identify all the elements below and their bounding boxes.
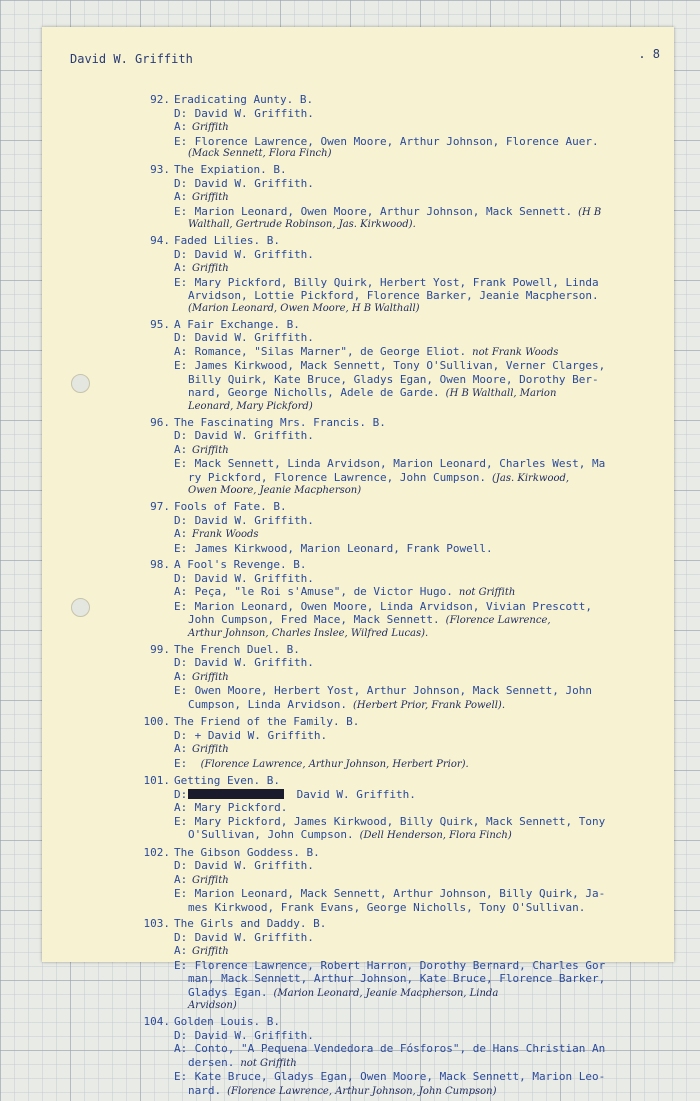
entry-title-line <box>140 93 650 107</box>
director-line <box>140 331 650 345</box>
director-line <box>140 429 650 443</box>
entry-title: A Fair Exchange. B. <box>174 317 300 331</box>
cast-list: Mary Pickford, James Kirkwood, Billy Quirk, Mack Sennett, Tony <box>188 814 606 828</box>
entry-title-line <box>140 917 650 931</box>
film-entry <box>140 917 650 1012</box>
author-line <box>140 190 650 205</box>
film-entry <box>140 774 650 843</box>
entry-number: 103. <box>143 917 170 930</box>
filmography-list <box>140 93 650 1101</box>
director-line <box>140 859 650 873</box>
director-line <box>140 1029 650 1043</box>
cast-label: E: <box>174 134 188 148</box>
entry-title-line <box>140 774 650 788</box>
author-credit: Romance, "Silas Marner", de George Eliot. <box>188 344 467 358</box>
cast-line-cont <box>140 901 650 915</box>
entry-title: The Girls and Daddy. B. <box>174 917 327 930</box>
director-label: D: <box>174 571 188 585</box>
cast-list-cont: nard, George Nicholls, Adele de Garde. <box>188 386 440 399</box>
entry-number: 104. <box>143 1015 170 1028</box>
cast-list: James Kirkwood, Marion Leonard, Frank Powell. <box>188 541 493 555</box>
director-name: + David W. Griffith. <box>188 728 328 742</box>
entry-title-line <box>140 500 650 514</box>
author-line <box>140 261 650 276</box>
film-entry <box>140 715 650 771</box>
cast-line <box>140 205 650 220</box>
entry-number: 95. <box>150 317 170 331</box>
cast-line <box>140 684 650 698</box>
handwritten-note: not Griffith <box>458 587 516 598</box>
film-entry <box>140 416 650 498</box>
director-line <box>140 514 650 528</box>
handwritten-note: (Herbert Prior, Frank Powell). <box>352 699 505 711</box>
entry-title-line <box>140 558 650 572</box>
director-label: D: <box>174 247 188 261</box>
author-label: A: <box>174 120 188 133</box>
cast-label: E: <box>174 599 188 613</box>
entry-title: Fools of Fate. B. <box>174 500 287 513</box>
entry-title: Faded Lilies. B. <box>174 234 280 247</box>
cast-line-cont <box>140 289 650 303</box>
cast-list-cont: Gladys Egan. <box>188 985 268 999</box>
author-line <box>140 120 650 135</box>
director-name: David W. Griffith. <box>188 513 314 527</box>
director-label: D: <box>174 331 188 344</box>
cast-line <box>140 1070 650 1084</box>
handwritten-credit: Griffith <box>192 444 229 456</box>
cast-list <box>188 757 195 770</box>
cast-line-cont <box>140 972 650 986</box>
handwritten-note: (Mack Sennett, Flora Finch) <box>188 148 332 159</box>
author-credit: Conto, "A Pequena Vendedora de Fósforos", de Hans Christian An <box>188 1042 606 1055</box>
author-line <box>140 873 650 888</box>
director-label: D: <box>174 930 188 944</box>
cast-list-cont: Arvidson, Lottie Pickford, Florence Barker, Jeanie Macpherson. <box>188 289 599 302</box>
handwritten-note: (Jas. Kirkwood, <box>492 472 570 484</box>
director-label: D: <box>174 859 188 872</box>
director-label: D: <box>174 728 188 742</box>
cast-line <box>140 959 650 973</box>
director-label: D: <box>174 429 188 442</box>
entry-title-line <box>140 1015 650 1029</box>
cast-label: E: <box>174 541 188 555</box>
author-line <box>140 585 650 600</box>
cast-label: E: <box>174 1070 188 1083</box>
director-line <box>140 248 650 262</box>
cast-line <box>140 457 650 471</box>
author-line <box>140 944 650 959</box>
entry-number: 92. <box>150 93 170 106</box>
film-entry <box>140 558 650 640</box>
film-entry <box>140 846 650 915</box>
cast-list: Florence Lawrence, Robert Harron, Dorothy Bernard, Charles Gor <box>188 958 606 972</box>
film-entry <box>140 1015 650 1098</box>
cast-label: E: <box>174 275 188 289</box>
cast-list-cont: Cumpson, Linda Arvidson. <box>188 697 347 711</box>
entry-number: 101. <box>143 774 170 787</box>
cast-list-cont: John Cumpson, Fred Mace, Mack Sennett. <box>188 613 440 626</box>
cast-list: Marion Leonard, Mack Sennett, Arthur Johnson, Billy Quirk, Ja- <box>188 887 606 900</box>
director-line <box>140 107 650 121</box>
cast-list-cont: ry Pickford, Florence Lawrence, John Cumpson. <box>188 470 487 484</box>
handwritten-note: Leonard, Mary Pickford) <box>188 400 313 412</box>
cast-line-cont <box>140 386 650 401</box>
handwritten-note: (Florence Lawrence, Arthur Johnson, John Cumpson) <box>227 1085 497 1097</box>
director-name: David W. Griffith. <box>188 247 314 261</box>
handwritten-note: (Marion Leonard, Owen Moore, H B Walthall) <box>188 302 420 314</box>
director-name: David W. Griffith. <box>188 930 314 944</box>
punch-hole <box>71 374 90 393</box>
entry-number: 94. <box>150 234 170 247</box>
entry-title-line <box>140 715 650 729</box>
handwritten-credit: Griffith <box>192 263 229 274</box>
cast-line <box>140 815 650 829</box>
author-line <box>140 527 650 542</box>
author-credit: Peça, "le Roi s'Amuse", de Victor Hugo. <box>188 585 453 598</box>
film-entry <box>140 234 650 315</box>
director-label: D: <box>174 106 188 120</box>
cast-list-cont: Billy Quirk, Kate Bruce, Gladys Egan, Owen Moore, Dorothy Ber- <box>188 372 599 386</box>
entry-title-line <box>140 846 650 860</box>
cast-list: Florence Lawrence, Owen Moore, Arthur Johnson, Florence Auer. <box>188 134 599 148</box>
author-label: A: <box>174 801 188 814</box>
author-label: A: <box>174 742 188 755</box>
director-line <box>140 729 650 743</box>
author-line <box>140 1042 650 1056</box>
author-label: A: <box>174 944 188 957</box>
page-number: . 8 <box>638 47 660 61</box>
handwritten-note: not Griffith <box>240 1057 297 1069</box>
author-line <box>140 801 650 815</box>
author-label: A: <box>174 261 188 274</box>
entry-title-line <box>140 416 650 430</box>
author-credit: Mary Pickford. <box>188 801 288 814</box>
cast-list: Marion Leonard, Owen Moore, Linda Arvidson, Vivian Prescott, <box>188 599 592 613</box>
handwritten-note: (Marion Leonard, Jeanie Macpherson, Linda <box>273 987 499 999</box>
director-name: David W. Griffith. <box>188 429 314 442</box>
handwritten-note: (Dell Henderson, Flora Finch) <box>359 830 512 841</box>
film-entry <box>140 643 650 713</box>
entry-title: The Expiation. B. <box>174 163 287 176</box>
handwritten-note: Arvidson) <box>188 1000 237 1011</box>
cast-line <box>140 600 650 614</box>
redaction-mark <box>188 789 284 799</box>
entry-number: 99. <box>150 642 170 656</box>
entry-title: Eradicating Aunty. B. <box>174 93 314 106</box>
director-name: David W. Griffith. <box>188 106 314 120</box>
author-label: A: <box>174 585 188 598</box>
cast-list-cont: mes Kirkwood, Frank Evans, George Nicholls, Tony O'Sullivan. <box>188 900 586 914</box>
cast-label: E: <box>174 457 188 470</box>
cast-line <box>140 542 650 556</box>
entry-title-line <box>140 318 650 332</box>
film-entry <box>140 318 650 413</box>
cast-line <box>140 887 650 901</box>
cast-list: Marion Leonard, Owen Moore, Arthur Johnson, Mack Sennett. <box>188 204 573 218</box>
film-entry <box>140 93 650 160</box>
author-credit-cont: dersen. <box>188 1055 235 1069</box>
cast-line-cont <box>140 613 650 628</box>
director-line <box>140 177 650 191</box>
film-entry <box>140 500 650 555</box>
director-label: D: <box>174 1028 188 1042</box>
handwritten-credit: Frank Woods <box>192 529 259 540</box>
cast-line-cont <box>140 986 650 1001</box>
author-line <box>140 742 650 757</box>
director-line <box>140 788 650 802</box>
cast-list: Owen Moore, Herbert Yost, Arthur Johnson, Mack Sennett, John <box>188 684 592 697</box>
entry-title: Golden Louis. B. <box>174 1015 280 1028</box>
cast-label: E: <box>174 359 188 372</box>
author-label: A: <box>174 669 188 683</box>
handwritten-credit: Griffith <box>192 874 229 886</box>
handwritten-note: Arthur Johnson, Charles Inslee, Wilfred Lucas). <box>188 627 429 639</box>
handwritten-note: (H B Walthall, Marion <box>445 388 557 399</box>
director-name: David W. Griffith. <box>188 176 314 190</box>
punch-hole <box>71 598 90 617</box>
handwritten-credit: Griffith <box>192 671 229 683</box>
cast-line <box>140 135 650 149</box>
handwritten-note: not Frank Woods <box>472 346 559 358</box>
author-label: A: <box>174 872 188 886</box>
handwritten-credit: Griffith <box>192 122 229 133</box>
entry-title: The French Duel. B. <box>174 642 300 656</box>
director-name: David W. Griffith. <box>188 859 314 872</box>
entry-number: 96. <box>150 415 170 429</box>
entry-number: 102. <box>143 845 170 859</box>
handwritten-credit: Griffith <box>192 744 229 755</box>
handwritten-note: (Florence Lawrence, Arthur Johnson, Herbert Prior). <box>200 758 469 770</box>
cast-list: Mack Sennett, Linda Arvidson, Marion Leonard, Charles West, Ma <box>188 457 606 470</box>
handwritten-note: (Florence Lawrence, <box>445 615 551 626</box>
handwritten-note: Walthall, Gertrude Robinson, Jas. Kirkwood). <box>188 219 416 230</box>
handwritten-note: Owen Moore, Jeanie Macpherson) <box>188 485 362 496</box>
director-name: David W. Griffith. <box>188 571 314 585</box>
cast-line-cont <box>140 828 650 843</box>
director-line <box>140 656 650 670</box>
entry-number: 98. <box>150 558 170 571</box>
director-line <box>140 572 650 586</box>
cast-list: Kate Bruce, Gladys Egan, Owen Moore, Mack Sennett, Marion Leo- <box>188 1070 606 1083</box>
entry-title: The Gibson Goddess. B. <box>174 845 320 859</box>
cast-list-cont: man, Mack Sennett, Arthur Johnson, Kate Bruce, Florence Barker, <box>188 972 606 985</box>
entry-title-line <box>140 234 650 248</box>
director-label: D: <box>174 787 188 801</box>
cast-label: E: <box>174 756 188 770</box>
cast-label: E: <box>174 958 188 972</box>
film-entry <box>140 163 650 231</box>
author-line <box>140 345 650 360</box>
handwritten-credit: Griffith <box>192 946 229 957</box>
director-name: David W. Griffith. <box>188 331 314 344</box>
cast-label: E: <box>174 887 188 900</box>
cast-line-cont <box>140 471 650 486</box>
cast-line <box>140 276 650 290</box>
entry-number: 100. <box>143 715 170 728</box>
director-label: D: <box>174 513 188 527</box>
author-label: A: <box>174 527 188 540</box>
entry-title: The Fascinating Mrs. Francis. B. <box>174 415 386 429</box>
author-line <box>140 670 650 685</box>
cast-list: Mary Pickford, Billy Quirk, Herbert Yost, Frank Powell, Linda <box>188 275 599 289</box>
cast-label: E: <box>174 814 188 828</box>
handwritten-credit: Griffith <box>192 192 229 203</box>
cast-line-cont <box>140 1084 650 1099</box>
director-name: David W. Griffith. <box>290 787 416 801</box>
author-line-cont <box>140 1056 650 1071</box>
cast-line <box>140 359 650 373</box>
handwritten-note: (H B <box>578 206 602 218</box>
director-name: David W. Griffith. <box>188 1028 314 1042</box>
cast-list-cont: O'Sullivan, John Cumpson. <box>188 828 354 841</box>
entry-title: A Fool's Revenge. B. <box>174 558 307 571</box>
page-author: David W. Griffith <box>70 52 193 66</box>
entry-number: 93. <box>150 163 170 176</box>
entry-number: 97. <box>150 500 170 513</box>
cast-label: E: <box>174 204 188 218</box>
cast-list: James Kirkwood, Mack Sennett, Tony O'Sullivan, Verner Clarges, <box>188 359 606 372</box>
director-label: D: <box>174 176 188 190</box>
cast-line-cont <box>140 698 650 713</box>
cast-label: E: <box>174 684 188 697</box>
author-label: A: <box>174 1042 188 1055</box>
director-label: D: <box>174 656 188 669</box>
director-line <box>140 931 650 945</box>
entry-title: Getting Even. B. <box>174 774 280 787</box>
director-name: David W. Griffith. <box>188 656 314 669</box>
author-line <box>140 443 650 458</box>
entry-title: The Friend of the Family. B. <box>174 715 360 728</box>
author-label: A: <box>174 190 188 203</box>
cast-line-cont <box>140 373 650 387</box>
cast-line <box>140 757 650 772</box>
typed-page <box>42 27 674 1097</box>
entry-title-line <box>140 163 650 177</box>
entry-title-line <box>140 643 650 657</box>
author-label: A: <box>174 344 188 358</box>
cast-list-cont: nard. <box>188 1083 222 1097</box>
author-label: A: <box>174 442 188 456</box>
